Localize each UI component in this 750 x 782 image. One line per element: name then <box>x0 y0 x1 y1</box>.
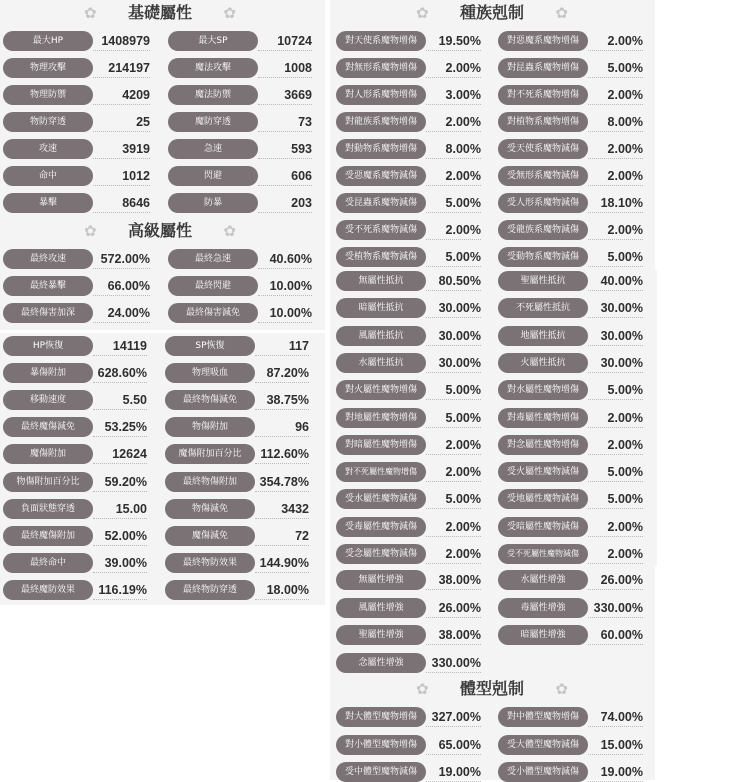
stat-value: 2.00% <box>607 142 643 156</box>
right-ornament-icon: ✿ <box>555 680 568 698</box>
stat-label: 魔法攻擊 <box>168 58 258 78</box>
stat-label: 火屬性抵抗 <box>498 353 588 373</box>
stat-value: 214197 <box>108 61 150 75</box>
stat-value: 30.00% <box>600 355 643 370</box>
stat-value: 5.00% <box>445 383 481 398</box>
stat-label: 受動物系魔物減傷 <box>498 247 588 267</box>
stat-label: 對動物系魔物增傷 <box>336 139 426 159</box>
stat-label: 受不死系魔物減傷 <box>336 220 426 240</box>
stat-value: 66.00% <box>107 279 150 293</box>
stat-value: 18.10% <box>600 196 643 210</box>
stat-row <box>333 298 645 318</box>
stat-label: 對毒屬性魔物增傷 <box>498 408 588 428</box>
left-ornament-icon: ✿ <box>84 4 97 22</box>
stat-label: 對火屬性魔物增傷 <box>336 380 426 400</box>
stat-row <box>333 220 645 240</box>
stat-label: 風屬性抵抗 <box>336 326 426 346</box>
section-title: 體型剋制 <box>459 679 524 698</box>
stat-label: 閃避 <box>168 166 258 186</box>
stat-label: 最終物防穿透 <box>165 580 255 600</box>
stat-value: 2.00% <box>445 547 481 561</box>
stat-label: 受植物系魔物減傷 <box>336 247 426 267</box>
stat-value: 2.00% <box>607 88 643 102</box>
stat-label: 物傷減免 <box>165 499 255 519</box>
stat-label: 最終傷害加深 <box>3 303 93 323</box>
stat-label: 水屬性抵抗 <box>336 353 426 373</box>
stat-label: 最大HP <box>3 31 93 51</box>
stat-value: 30.00% <box>438 355 481 370</box>
right-ornament-icon: ✿ <box>223 222 236 240</box>
stat-value: 116.19% <box>98 582 147 597</box>
stat-value: 5.00% <box>445 410 481 425</box>
stat-label: 物傷附加百分比 <box>3 472 93 492</box>
stat-value: 593 <box>291 142 312 156</box>
stat-label: 對念屬性魔物增傷 <box>498 435 588 455</box>
stat-value: 12624 <box>112 447 147 462</box>
stat-value: 3669 <box>284 88 312 102</box>
stat-value: 3919 <box>122 142 150 156</box>
stat-value: 5.00% <box>445 492 481 507</box>
stat-label: 魔傷附加百分比 <box>165 444 255 464</box>
stat-label: 魔傷減免 <box>165 526 255 546</box>
stat-row <box>333 435 645 455</box>
stat-row <box>333 762 645 782</box>
stat-value: 2.00% <box>607 519 643 534</box>
stat-value: 25 <box>136 115 150 129</box>
stat-label: 物防穿透 <box>3 112 93 132</box>
stat-value: 73 <box>298 115 312 129</box>
stat-label: 對暗屬性魔物增傷 <box>336 435 426 455</box>
stat-label: 受水屬性魔物減傷 <box>336 489 426 509</box>
race-counter-header <box>412 0 572 26</box>
stat-label: 受中體型魔物減傷 <box>336 762 426 782</box>
stat-value: 30.00% <box>438 301 481 316</box>
stat-value: 19.00% <box>438 765 481 779</box>
stat-value: 72 <box>295 528 309 543</box>
stat-label: 最終物傷減免 <box>165 390 255 410</box>
stat-row <box>333 31 645 51</box>
stat-row <box>0 390 311 410</box>
stat-label: 對地屬性魔物增傷 <box>336 408 426 428</box>
stat-value: 38.75% <box>266 393 309 408</box>
stat-label: 暗屬性增強 <box>498 625 588 645</box>
stat-row <box>333 271 645 291</box>
stat-label: 聖屬性增強 <box>336 625 426 645</box>
stat-label: 受龍族系魔物減傷 <box>498 220 588 240</box>
section-title: 高級屬性 <box>127 221 192 240</box>
stat-row <box>0 139 314 159</box>
section-title: 基礎屬性 <box>127 3 192 22</box>
stat-row <box>333 625 645 645</box>
stat-label: 受火屬性魔物減傷 <box>498 462 588 482</box>
left-ornament-icon: ✿ <box>84 222 97 240</box>
stat-value: 5.00% <box>445 250 481 264</box>
stat-label: 對不死屬性魔物增傷 <box>336 462 426 482</box>
stat-label: 地屬性抵抗 <box>498 326 588 346</box>
stat-row <box>0 444 311 464</box>
stat-value: 1012 <box>122 169 150 183</box>
stat-label: 對植物系魔物增傷 <box>498 112 588 132</box>
stat-label: 受無形系魔物減傷 <box>498 166 588 186</box>
stat-row <box>0 336 311 356</box>
stat-label: 受大體型魔物減傷 <box>498 735 588 755</box>
stat-value: 2.00% <box>445 61 481 75</box>
stat-label: 對天使系魔物增傷 <box>336 31 426 51</box>
stat-value: 96 <box>295 420 309 435</box>
stat-label: 受惡魔系魔物減傷 <box>336 166 426 186</box>
stat-label: 最終攻速 <box>3 249 93 269</box>
stat-value: 606 <box>291 169 312 183</box>
stat-value: 2.00% <box>607 34 643 48</box>
stat-value: 10724 <box>277 34 312 48</box>
stat-value: 65.00% <box>438 737 481 752</box>
stat-label: 物理防禦 <box>3 85 93 105</box>
stat-value: 4209 <box>122 88 150 102</box>
stat-row <box>333 166 645 186</box>
stat-row <box>333 326 645 346</box>
stat-value: 26.00% <box>438 600 481 615</box>
stat-value: 2.00% <box>445 115 481 129</box>
stat-label: 毒屬性增強 <box>498 598 588 618</box>
stat-label: 念屬性增強 <box>336 653 426 673</box>
stat-value: 330.00% <box>431 655 481 670</box>
stat-value: 2.00% <box>607 169 643 183</box>
stat-row <box>333 380 645 400</box>
stat-label: 暴擊 <box>3 193 93 213</box>
stat-label: 受天使系魔物減傷 <box>498 139 588 159</box>
stat-value: 2.00% <box>607 547 643 561</box>
stat-label: HP恢復 <box>3 336 93 356</box>
stat-row <box>0 580 311 600</box>
stat-row <box>0 363 311 383</box>
stat-value: 5.00% <box>607 383 643 398</box>
stat-label: SP恢復 <box>165 336 255 356</box>
stat-value: 2.00% <box>607 223 643 237</box>
stat-row <box>333 462 645 482</box>
stat-value: 8646 <box>122 196 150 210</box>
stat-value: 30.00% <box>438 328 481 343</box>
stat-label: 暗屬性抵抗 <box>336 298 426 318</box>
stat-value: 74.00% <box>600 710 643 724</box>
stat-value: 8.00% <box>607 115 643 129</box>
stat-label: 對小體型魔物增傷 <box>336 735 426 755</box>
stat-label: 受暗屬性魔物減傷 <box>498 517 588 537</box>
size-counter-header <box>412 676 572 702</box>
stat-value: 38.00% <box>438 573 481 587</box>
stat-row <box>0 276 314 296</box>
stat-label: 最終閃避 <box>168 276 258 296</box>
stat-value: 87.20% <box>266 366 309 381</box>
stat-value: 40.60% <box>269 252 312 266</box>
stat-value: 52.00% <box>104 528 147 543</box>
stat-row <box>333 598 645 618</box>
stat-label: 物理攻擊 <box>3 58 93 78</box>
stat-value: 80.50% <box>438 274 481 288</box>
stat-value: 203 <box>291 196 312 210</box>
stat-value: 117 <box>288 339 309 353</box>
stat-value: 38.00% <box>438 628 481 642</box>
stat-row <box>0 499 311 519</box>
stat-label: 魔防穿透 <box>168 112 258 132</box>
stat-row <box>0 249 314 269</box>
stat-label: 對大體型魔物增傷 <box>336 707 426 727</box>
stat-label: 魔法防禦 <box>168 85 258 105</box>
right-ornament-icon: ✿ <box>223 4 236 22</box>
stat-label: 攻速 <box>3 139 93 159</box>
stat-row <box>333 517 645 537</box>
stat-value: 3.00% <box>445 88 481 102</box>
stat-row <box>333 353 645 373</box>
stat-value: 24.00% <box>107 306 150 320</box>
stat-value: 3432 <box>281 501 309 516</box>
stat-row <box>0 166 314 186</box>
stat-value: 2.00% <box>445 519 481 534</box>
stat-label: 不死屬性抵抗 <box>498 298 588 318</box>
stat-row <box>0 31 314 51</box>
stat-value: 59.20% <box>104 474 147 489</box>
stat-value: 327.00% <box>431 710 481 724</box>
stat-value: 1408979 <box>101 34 150 48</box>
stat-row <box>333 112 645 132</box>
stat-label: 受地屬性魔物減傷 <box>498 489 588 509</box>
stat-row <box>333 489 645 509</box>
stat-label: 負面狀態穿透 <box>3 499 93 519</box>
stat-label: 最終命中 <box>3 553 93 573</box>
stat-label: 最終物傷附加 <box>165 472 255 492</box>
stat-row <box>0 526 311 546</box>
right-ornament-icon: ✿ <box>555 4 568 22</box>
stat-label: 對龍族系魔物增傷 <box>336 112 426 132</box>
stat-value: 2.00% <box>445 437 481 452</box>
stat-value: 330.00% <box>593 600 643 615</box>
stat-label: 聖屬性抵抗 <box>498 271 588 291</box>
stat-label: 最終魔傷減免 <box>3 417 93 437</box>
stat-row <box>0 193 314 213</box>
stat-value: 2.00% <box>445 465 481 480</box>
stat-label: 防暴 <box>168 193 258 213</box>
stat-label: 風屬性增強 <box>336 598 426 618</box>
stat-value: 26.00% <box>600 573 643 587</box>
stat-row <box>0 112 314 132</box>
stat-value: 5.00% <box>607 465 643 480</box>
stat-value: 15.00% <box>600 737 643 752</box>
stat-value: 14119 <box>112 339 147 353</box>
stat-value: 2.00% <box>607 410 643 425</box>
stat-value: 572.00% <box>100 252 150 266</box>
stat-row <box>333 58 645 78</box>
stat-row <box>333 193 645 213</box>
stat-label: 最終魔防效果 <box>3 580 93 600</box>
stat-value: 53.25% <box>104 420 147 435</box>
stat-value: 19.00% <box>600 765 643 779</box>
stat-row <box>333 408 645 428</box>
stat-value: 15.00 <box>115 501 147 516</box>
stat-label: 物理吸血 <box>165 363 255 383</box>
stat-label: 受念屬性魔物減傷 <box>336 544 426 564</box>
stat-label: 受小體型魔物減傷 <box>498 762 588 782</box>
stat-value: 10.00% <box>269 279 312 293</box>
stat-label: 物傷附加 <box>165 417 255 437</box>
stat-label: 最大SP <box>168 31 258 51</box>
stat-row <box>333 735 645 755</box>
stat-row <box>333 85 645 105</box>
stat-value: 2.00% <box>607 437 643 452</box>
stat-label: 對無形系魔物增傷 <box>336 58 426 78</box>
stat-label: 對中體型魔物增傷 <box>498 707 588 727</box>
stat-value: 5.00% <box>445 196 481 210</box>
stat-value: 5.00% <box>607 61 643 75</box>
basic-attributes-header <box>80 0 240 26</box>
stat-label: 對水屬性魔物增傷 <box>498 380 588 400</box>
stat-label: 受毒屬性魔物減傷 <box>336 517 426 537</box>
stat-value: 2.00% <box>445 223 481 237</box>
stat-row <box>0 303 314 323</box>
stat-row <box>0 85 314 105</box>
stat-label: 命中 <box>3 166 93 186</box>
stat-label: 急速 <box>168 139 258 159</box>
stat-value: 30.00% <box>600 328 643 343</box>
stat-value: 1008 <box>284 61 312 75</box>
stat-value: 39.00% <box>104 555 147 570</box>
stat-label: 受人形系魔物減傷 <box>498 193 588 213</box>
stat-label: 受不死屬性魔物減傷 <box>498 544 588 564</box>
stat-value: 5.00% <box>607 492 643 507</box>
stat-label: 最終傷害減免 <box>168 303 258 323</box>
stat-row <box>333 544 645 564</box>
advanced-attributes-header <box>80 218 240 244</box>
stat-value: 30.00% <box>600 301 643 316</box>
stat-label: 對惡魔系魔物增傷 <box>498 31 588 51</box>
stat-value: 40.00% <box>600 274 643 288</box>
left-ornament-icon: ✿ <box>416 4 429 22</box>
stat-row <box>0 472 311 492</box>
stat-value: 10.00% <box>269 306 312 320</box>
stat-value: 112.60% <box>260 447 309 462</box>
stat-row <box>333 247 645 267</box>
stat-value: 628.60% <box>97 366 147 381</box>
stat-value: 60.00% <box>600 628 643 642</box>
stat-label: 對不死系魔物增傷 <box>498 85 588 105</box>
stat-value: 354.78% <box>259 474 309 489</box>
stat-label: 最終暴擊 <box>3 276 93 296</box>
stat-value: 5.00% <box>607 250 643 264</box>
stat-label: 移動速度 <box>3 390 93 410</box>
stat-value: 18.00% <box>266 582 309 597</box>
stat-row <box>0 417 311 437</box>
stat-label: 水屬性增強 <box>498 570 588 590</box>
stat-label: 魔傷附加 <box>3 444 93 464</box>
stat-label: 對人形系魔物增傷 <box>336 85 426 105</box>
stat-value: 144.90% <box>259 555 309 570</box>
stat-row <box>333 653 645 673</box>
stat-label: 無屬性抵抗 <box>336 271 426 291</box>
stat-label: 無屬性增強 <box>336 570 426 590</box>
stat-value: 5.50 <box>122 393 147 408</box>
stat-row <box>0 58 314 78</box>
stat-label: 最終急速 <box>168 249 258 269</box>
stat-label: 對昆蟲系魔物增傷 <box>498 58 588 78</box>
stat-label: 受昆蟲系魔物減傷 <box>336 193 426 213</box>
stat-label: 暴傷附加 <box>3 363 93 383</box>
stat-row <box>333 139 645 159</box>
stat-value: 8.00% <box>445 142 481 156</box>
stat-value: 19.50% <box>438 34 481 48</box>
stat-row <box>0 553 311 573</box>
stat-label: 最終魔傷附加 <box>3 526 93 546</box>
stat-label: 最終物防效果 <box>165 553 255 573</box>
stat-row <box>333 707 645 727</box>
left-ornament-icon: ✿ <box>416 680 429 698</box>
stat-row <box>333 570 645 590</box>
stat-value: 2.00% <box>445 169 481 183</box>
section-title: 種族剋制 <box>459 3 524 22</box>
